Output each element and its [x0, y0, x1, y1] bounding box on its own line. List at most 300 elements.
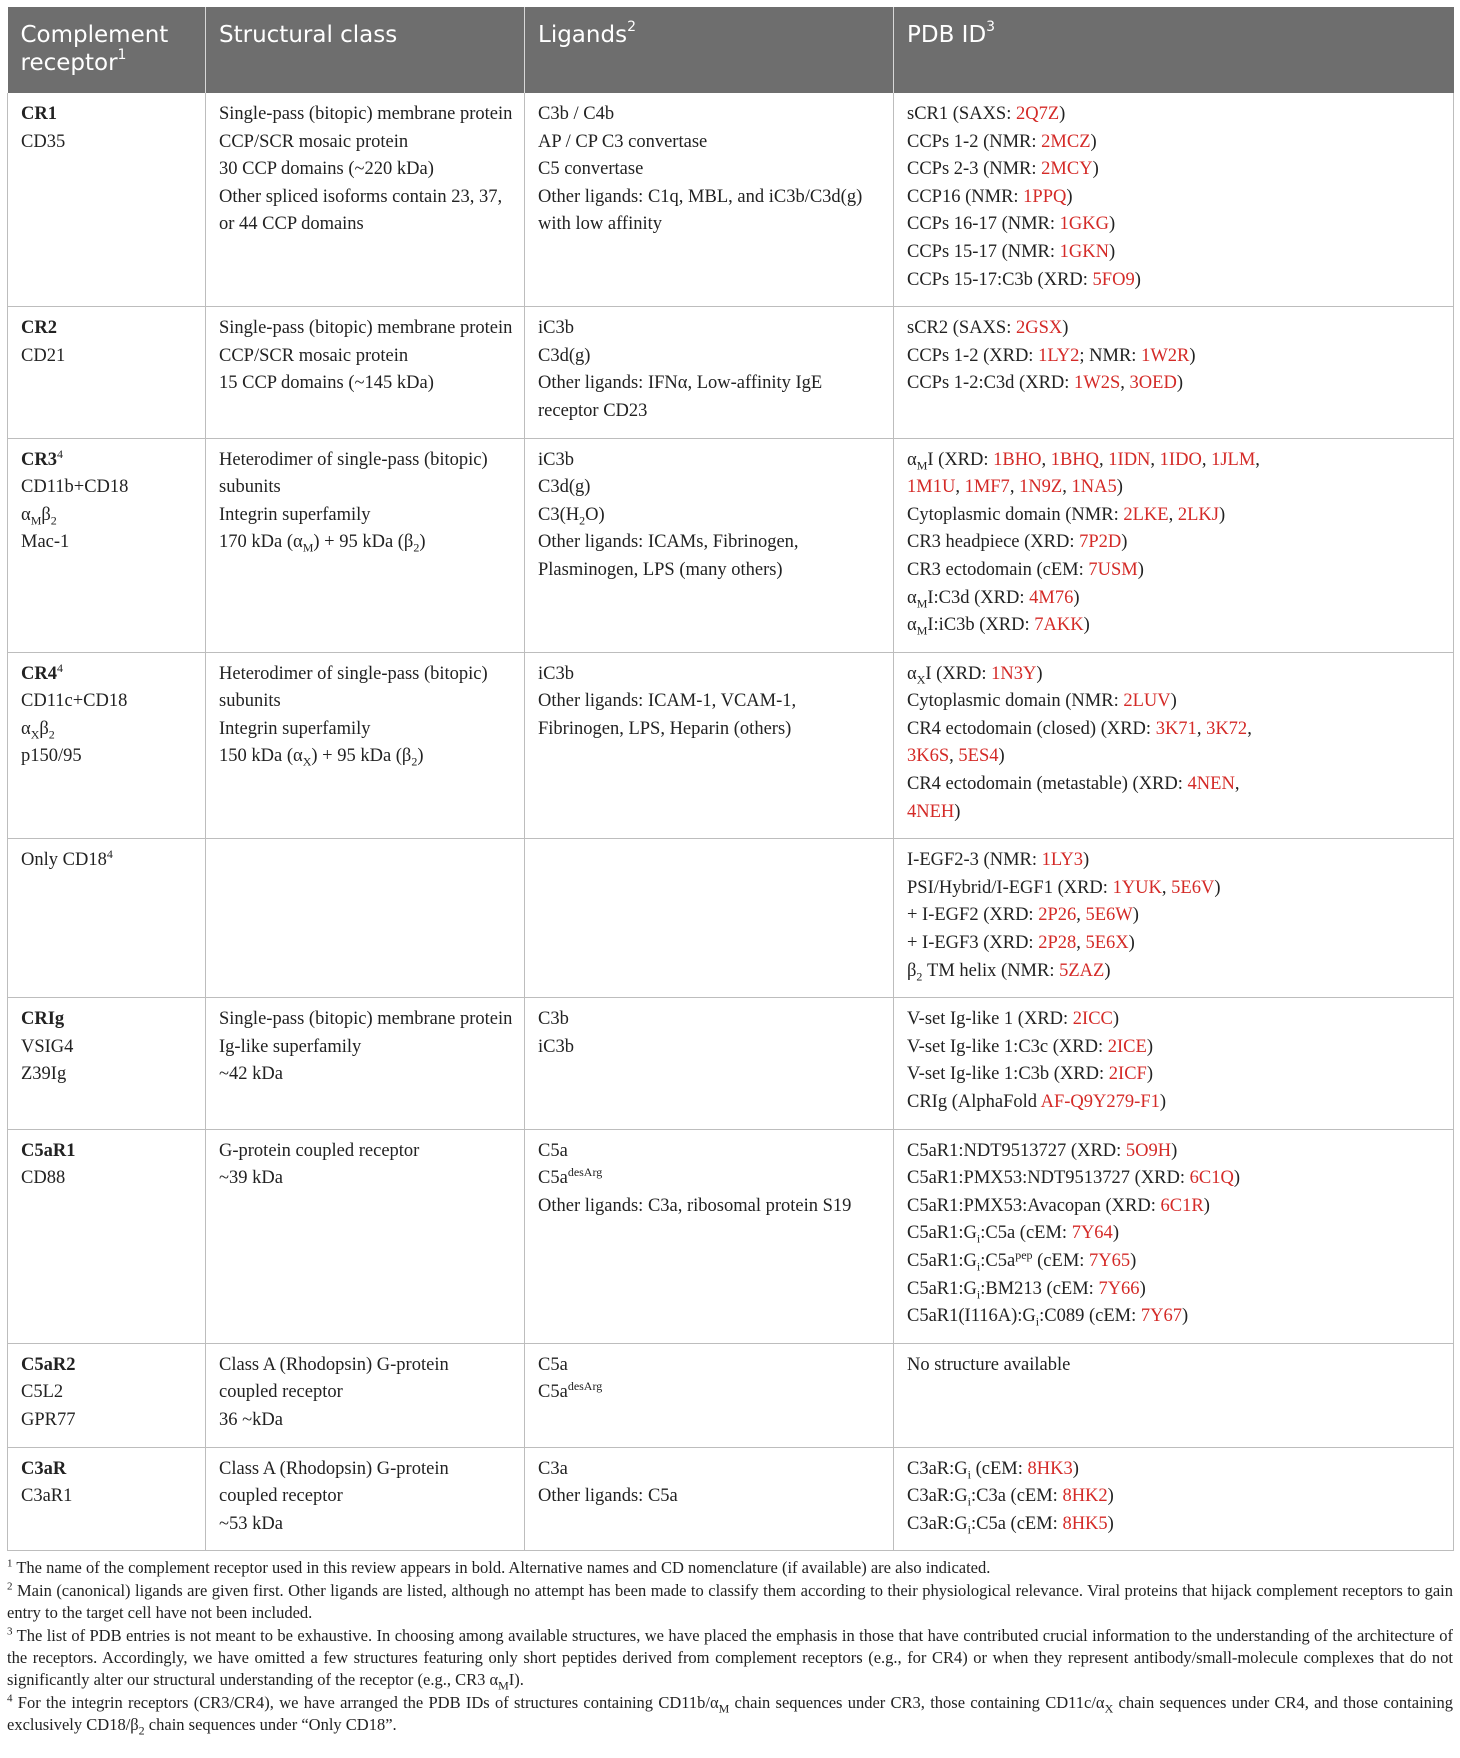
cell-ligands [525, 93, 894, 307]
pdb-id-link[interactable]: 2MCZ [1041, 131, 1091, 152]
cell-line [907, 211, 1441, 239]
text-segment: coupled receptor [219, 1382, 343, 1403]
text-segment: CR3 headpiece (XRD: [907, 532, 1080, 553]
subscript: M [30, 513, 42, 528]
cell-line [907, 447, 1441, 475]
cell-receptor [8, 839, 206, 998]
text-segment: I). [508, 1670, 524, 1690]
cell-line [219, 129, 512, 157]
text-segment: C3aR [21, 1458, 67, 1479]
pdb-id-link[interactable]: 7Y67 [1140, 1306, 1183, 1327]
cell-receptor [8, 307, 206, 438]
cell-line [219, 1165, 512, 1193]
cell-line [907, 847, 1441, 875]
text-segment: C5aR1:G [907, 1250, 977, 1271]
text-segment: I:C3d (XRD: [927, 587, 1030, 608]
cell-line [907, 771, 1441, 799]
text-segment: Cytoplasmic domain (NMR: [907, 691, 1124, 712]
text-segment: , [1234, 774, 1240, 795]
pdb-id-link[interactable]: 8HK3 [1027, 1458, 1073, 1479]
pdb-id-link[interactable]: 5E6V [1171, 877, 1215, 898]
text-segment: p150/95 [21, 746, 82, 767]
text-segment: , [1196, 718, 1207, 739]
pdb-id-link[interactable]: 1M1U [907, 477, 956, 498]
cell-structural-class [206, 438, 525, 652]
cell-line [907, 902, 1441, 930]
pdb-id-link[interactable]: 1YUK [1112, 877, 1162, 898]
pdb-id-link[interactable]: 7AKK [1034, 615, 1084, 636]
pdb-id-link[interactable]: 1W2S [1074, 373, 1121, 394]
cell-line [538, 661, 881, 689]
cell-line [21, 129, 193, 157]
pdb-id-link[interactable]: 1N9Z [1019, 477, 1063, 498]
cell-line [219, 1511, 512, 1539]
cell-line [907, 716, 1441, 744]
text-segment: ) [1130, 1250, 1137, 1271]
text-segment: Plasminogen, LPS (many others) [538, 559, 783, 580]
text-segment: C5aR1:G [907, 1278, 977, 1299]
text-segment: , [1150, 449, 1160, 470]
text-segment: β [41, 504, 51, 525]
cell-line [21, 1456, 193, 1484]
pdb-id-link[interactable]: 1GKG [1059, 214, 1109, 235]
cell-ligands [525, 839, 894, 998]
text-segment: Other ligands: C1q, MBL, and iC3b/C3d(g) [538, 186, 863, 207]
cell-line [538, 101, 881, 129]
text-segment: ) [1146, 1036, 1153, 1057]
cell-pdb-ids [894, 1343, 1454, 1447]
text-segment: Single-pass (bitopic) membrane protein [219, 104, 513, 124]
text-segment: CRIg (AlphaFold [907, 1092, 1041, 1112]
text-segment: C3b [538, 1009, 569, 1030]
cell-line [21, 1138, 193, 1166]
footnote-2 [7, 1580, 1453, 1624]
text-segment: ) [1170, 691, 1177, 712]
text-segment: Mac-1 [21, 532, 70, 553]
cell-line [21, 688, 193, 716]
text-segment: Integrin superfamily [219, 718, 371, 739]
text-segment: ) [1214, 877, 1221, 898]
cell-line [538, 1379, 881, 1407]
pdb-id-link[interactable]: 7USM [1088, 559, 1138, 580]
cell-line [538, 211, 881, 239]
text-segment: C3aR:G [907, 1513, 968, 1534]
cell-line [538, 1034, 881, 1062]
pdb-id-link[interactable]: 6C1Q [1189, 1168, 1234, 1189]
text-segment: C3aR1 [21, 1486, 73, 1507]
text-segment: 170 kDa (α [219, 532, 303, 553]
text-segment: ) [1082, 850, 1090, 871]
cell-line [21, 1407, 193, 1435]
text-segment: iC3b [538, 449, 574, 470]
cell-line [907, 1248, 1441, 1276]
pdb-id-link[interactable]: 1W2R [1141, 345, 1190, 366]
text-segment: α [907, 449, 917, 470]
cell-line [219, 184, 512, 212]
cell-pdb-ids [894, 307, 1454, 438]
cell-line [907, 1193, 1441, 1221]
cell-line [907, 239, 1441, 267]
cell-line [907, 1220, 1441, 1248]
cell-ligands [525, 1447, 894, 1551]
text-segment: Class A (Rhodopsin) G-protein [219, 1458, 449, 1479]
pdb-id-link[interactable]: 1MF7 [964, 477, 1010, 498]
cell-line [907, 156, 1441, 184]
text-segment: ) [1218, 504, 1226, 525]
superscript: 4 [56, 660, 63, 675]
cell-receptor [8, 998, 206, 1129]
text-segment: iC3b [538, 663, 574, 684]
superscript: desArg [567, 1379, 603, 1394]
text-segment: CR4 ectodomain (closed) (XRD: [907, 718, 1156, 739]
text-segment: subunits [219, 691, 281, 712]
pdb-id-link[interactable]: 8HK5 [1062, 1513, 1108, 1534]
cell-line [907, 799, 1441, 827]
text-segment: For the integrin receptors (CR3/CR4), we have arranged the PDB IDs of structures containing CD11b/α [12, 1693, 719, 1713]
text-segment: ) [1176, 373, 1183, 394]
cell-line [219, 529, 512, 557]
pdb-id-link[interactable]: 1BHQ [1050, 449, 1100, 470]
text-segment: Ig-like superfamily [219, 1036, 362, 1057]
pdb-id-link[interactable]: 3K71 [1155, 718, 1197, 739]
cell-line [219, 1061, 512, 1089]
pdb-id-link[interactable]: 6C1R [1160, 1195, 1204, 1216]
text-segment: ) [1109, 214, 1116, 235]
text-segment: C3b / C4b [538, 104, 615, 124]
cell-structural-class [206, 307, 525, 438]
subscript: X [1104, 1701, 1114, 1716]
subscript: i [967, 1522, 971, 1537]
text-segment: V-set Ig-like 1 (XRD: [907, 1009, 1073, 1030]
cell-line [907, 1089, 1441, 1117]
cell-line [219, 1483, 512, 1511]
text-segment: CRIg [21, 1009, 65, 1030]
text-segment: Other ligands: C5a [538, 1486, 678, 1507]
text-segment: C5aR1:PMX53:NDT9513727 (XRD: [907, 1168, 1190, 1189]
cell-line [538, 398, 881, 426]
text-segment: CR2 [21, 318, 57, 339]
text-segment: Other ligands: IFNα, Low-affinity IgE [538, 373, 823, 394]
text-segment: ) + 95 kDa (β [313, 532, 414, 553]
subscript: M [916, 458, 928, 473]
pdb-id-link[interactable]: 4NEN [1187, 774, 1235, 795]
text-segment: CCPs 2-3 (NMR: [907, 159, 1042, 180]
cell-line [907, 1483, 1441, 1511]
header-footnote-mark: 1 [117, 47, 127, 64]
text-segment: ) [1109, 241, 1116, 262]
pdb-id-link[interactable]: AF-Q9Y279-F1 [1040, 1092, 1160, 1112]
cell-line [219, 211, 512, 239]
text-segment: ) [1182, 1306, 1189, 1327]
header-structural-class [206, 7, 525, 93]
text-segment: CCPs 1-2:C3d (XRD: [907, 373, 1075, 394]
text-segment: C5aR1(I116A):G [907, 1306, 1036, 1327]
pdb-id-link[interactable]: 1N3Y [991, 663, 1037, 684]
text-segment: The list of PDB entries is not meant to be exhaustive. In choosing among available structures, we have placed the emphasis in those that have contributed crucial information to the understanding of the architecture of the receptors. Accordingly, we have omitted a few structures featuring only short peptides derived from complement receptors (e.g., for CR4) or when they represent antibody/small-molecule complexes that do not significantly alter our structural understanding of the receptor (e.g., CR3 α [7, 1626, 1453, 1690]
text-segment: Other ligands: ICAMs, Fibrinogen, [538, 532, 799, 553]
text-segment: C5L2 [21, 1382, 64, 1403]
text-segment: V-set Ig-like 1:C3b (XRD: [907, 1064, 1109, 1085]
text-segment: 30 CCP domains (~220 kDa) [219, 159, 434, 180]
cell-line [538, 156, 881, 184]
cell-line [21, 315, 193, 343]
text-segment: , [1247, 718, 1252, 739]
text-segment: β [39, 718, 49, 739]
pdb-id-link[interactable]: 2ICF [1108, 1064, 1147, 1085]
pdb-id-link[interactable]: 1JLM [1211, 449, 1256, 470]
pdb-id-link[interactable]: 7Y65 [1089, 1250, 1131, 1271]
cell-line [219, 743, 512, 771]
subscript: 2 [916, 969, 923, 984]
cell-pdb-ids [894, 1129, 1454, 1343]
pdb-id-link[interactable]: 7Y64 [1071, 1223, 1113, 1244]
cell-line [219, 1379, 512, 1407]
table-row [8, 1343, 1454, 1447]
cell-pdb-ids [894, 93, 1454, 307]
text-segment: Heterodimer of single-pass (bitopic) [219, 663, 488, 684]
pdb-id-link[interactable]: 2GSX [1015, 318, 1063, 339]
cell-line [21, 101, 193, 129]
text-segment: α [907, 663, 917, 684]
text-segment: CR3 ectodomain (cEM: [907, 559, 1089, 580]
pdb-id-link[interactable]: 2LKJ [1177, 504, 1219, 525]
cell-line [907, 343, 1441, 371]
text-segment: ) [1073, 587, 1080, 608]
text-segment: :C5a (cEM: [980, 1223, 1072, 1244]
text-segment: Other ligands: C3a, ribosomal protein S19 [538, 1195, 852, 1216]
text-segment: C5aR2 [21, 1354, 76, 1375]
pdb-id-link[interactable]: 2LUV [1123, 691, 1171, 712]
text-segment: Fibrinogen, LPS, Heparin (others) [538, 718, 792, 739]
text-segment: ~53 kDa [219, 1513, 283, 1534]
text-segment: ~39 kDa [219, 1168, 283, 1189]
text-segment: CCPs 1-2 (NMR: [907, 131, 1042, 152]
cell-line [538, 1138, 881, 1166]
cell-line [219, 1138, 512, 1166]
cell-line [219, 1006, 512, 1034]
cell-line [21, 1352, 193, 1380]
cell-structural-class [206, 93, 525, 307]
subscript: 2 [579, 513, 586, 528]
pdb-id-link[interactable]: 2P26 [1038, 905, 1077, 926]
text-segment: , [1076, 905, 1086, 926]
text-segment: 150 kDa (α [219, 746, 303, 767]
cell-line [538, 129, 881, 157]
text-segment: Only CD18 [21, 850, 107, 871]
pdb-id-link[interactable]: 1NA5 [1071, 477, 1117, 498]
cell-line [219, 1407, 512, 1435]
text-segment: CCPs 1-2 (XRD: [907, 345, 1039, 366]
pdb-id-link[interactable]: 1LY3 [1041, 850, 1083, 871]
text-segment: ) [419, 532, 426, 553]
text-segment: Heterodimer of single-pass (bitopic) [219, 449, 488, 470]
text-segment: sCR2 (SAXS: [907, 318, 1016, 339]
superscript: 3 [7, 1625, 13, 1638]
text-segment: (cEM: [970, 1458, 1028, 1479]
subscript: M [916, 623, 928, 638]
cell-line [21, 743, 193, 771]
pdb-id-link[interactable]: 5O9H [1125, 1140, 1172, 1161]
pdb-id-link[interactable]: 7Y66 [1098, 1278, 1140, 1299]
cell-ligands [525, 652, 894, 839]
subscript: i [967, 1467, 971, 1482]
text-segment: α [907, 587, 917, 608]
cell-line [219, 447, 512, 475]
pdb-id-link[interactable]: 7P2D [1079, 532, 1122, 553]
cell-line [21, 1061, 193, 1089]
cell-line [907, 743, 1441, 771]
pdb-id-link[interactable]: 3K72 [1206, 718, 1248, 739]
cell-line [219, 1034, 512, 1062]
text-segment: ) [1062, 318, 1069, 339]
pdb-id-link[interactable]: 2ICC [1072, 1009, 1113, 1030]
table-row [8, 998, 1454, 1129]
table-row [8, 839, 1454, 998]
cell-structural-class [206, 652, 525, 839]
text-segment: C3a [538, 1458, 568, 1479]
text-segment: α [21, 718, 31, 739]
pdb-id-link[interactable]: 5FO9 [1092, 269, 1135, 290]
cell-line [538, 447, 881, 475]
text-segment: O) [585, 504, 605, 525]
cell-line [538, 370, 881, 398]
text-segment: ) [1121, 532, 1128, 553]
cell-line [21, 716, 193, 744]
text-segment: CR4 ectodomain (metastable) (XRD: [907, 774, 1188, 795]
text-segment: I (XRD: [927, 449, 994, 470]
text-segment: receptor CD23 [538, 400, 648, 421]
cell-line [538, 1456, 881, 1484]
text-segment: CCPs 15-17:C3b (XRD: [907, 269, 1093, 290]
cell-structural-class [206, 1447, 525, 1551]
cell-pdb-ids [894, 998, 1454, 1129]
pdb-id-link[interactable]: 1IDN [1108, 449, 1151, 470]
cell-line [907, 585, 1441, 613]
text-segment: ) [1090, 131, 1097, 152]
text-segment: ) [1171, 1140, 1178, 1161]
cell-line [907, 315, 1441, 343]
pdb-id-link[interactable]: 2Q7Z [1015, 104, 1060, 124]
cell-line [219, 1456, 512, 1484]
text-segment: :C5a (cEM: [970, 1513, 1063, 1534]
pdb-id-link[interactable]: 1BHO [993, 449, 1042, 470]
text-segment: iC3b [538, 1036, 574, 1057]
pdb-id-link[interactable]: 1IDO [1159, 449, 1202, 470]
pdb-id-link[interactable]: 5E6X [1085, 933, 1129, 954]
text-segment: VSIG4 [21, 1036, 74, 1057]
cell-line [538, 315, 881, 343]
text-segment: C3(H [538, 504, 580, 525]
text-segment: ) [998, 746, 1005, 767]
pdb-id-link[interactable]: 4NEH [907, 801, 955, 822]
pdb-id-link[interactable]: 3OED [1129, 373, 1177, 394]
subscript: 2 [138, 1723, 145, 1738]
text-segment: ) [1116, 477, 1123, 498]
superscript: pep [1015, 1247, 1033, 1262]
text-segment: α [907, 615, 917, 636]
pdb-id-link[interactable]: 2ICE [1107, 1036, 1147, 1057]
cell-line [907, 1165, 1441, 1193]
text-segment: CCPs 16-17 (NMR: [907, 214, 1060, 235]
text-segment: C5aR1:PMX53:Avacopan (XRD: [907, 1195, 1161, 1216]
pdb-id-link[interactable]: 2P28 [1038, 933, 1077, 954]
text-segment: Single-pass (bitopic) membrane protein [219, 318, 513, 339]
text-segment: iC3b [538, 318, 574, 339]
text-segment: :BM213 (cEM: [980, 1278, 1099, 1299]
table-row [8, 1129, 1454, 1343]
pdb-id-link[interactable]: 5E6W [1085, 905, 1133, 926]
cell-receptor [8, 1129, 206, 1343]
text-segment: :C3a (cEM: [970, 1486, 1063, 1507]
cell-line [21, 1034, 193, 1062]
text-segment: C5a [538, 1168, 568, 1189]
pdb-id-link[interactable]: 5ES4 [958, 746, 999, 767]
text-segment: ) [1107, 1486, 1114, 1507]
pdb-id-link[interactable]: 4M76 [1029, 587, 1074, 608]
header-ligands [525, 7, 894, 93]
text-segment: chain sequences under CR3, those containing CD11c/α [729, 1693, 1105, 1713]
text-segment: , [1161, 877, 1172, 898]
pdb-id-link[interactable]: 1LY2 [1038, 345, 1080, 366]
cell-line [21, 661, 193, 689]
pdb-id-link[interactable]: 2LKE [1123, 504, 1169, 525]
cell-line [219, 101, 512, 129]
cell-pdb-ids [894, 438, 1454, 652]
pdb-id-link[interactable]: 5ZAZ [1059, 960, 1105, 981]
text-segment: CCP/SCR mosaic protein [219, 345, 409, 366]
subscript: 2 [411, 755, 418, 770]
text-segment: C3d(g) [538, 477, 591, 498]
subscript: X [30, 727, 40, 742]
text-segment: C5a [538, 1140, 568, 1161]
cell-line [907, 1034, 1441, 1062]
table-row [8, 652, 1454, 839]
text-segment: ) [1128, 933, 1135, 954]
cell-line [907, 101, 1441, 129]
header-pdb-id [894, 7, 1454, 93]
text-segment: C5a [538, 1382, 568, 1403]
text-segment: CCPs 15-17 (NMR: [907, 241, 1060, 262]
subscript: X [916, 672, 926, 687]
text-segment: ) [1104, 960, 1111, 981]
cell-receptor [8, 652, 206, 839]
text-segment: CD35 [21, 131, 66, 152]
table-body [8, 93, 1454, 1551]
text-segment: 15 CCP domains (~145 kDa) [219, 373, 434, 394]
text-segment: with low affinity [538, 214, 663, 235]
cell-line [538, 716, 881, 744]
pdb-id-link[interactable]: 3K6S [907, 746, 950, 767]
cell-line [907, 267, 1441, 295]
pdb-id-link[interactable]: 1PPQ [1023, 186, 1067, 207]
text-segment: The name of the complement receptor used in this review appears in bold. Alternative names and CD nomenclature (if available) are also indicated. [12, 1558, 991, 1578]
pdb-id-link[interactable]: 1GKN [1059, 241, 1109, 262]
cell-line [907, 1276, 1441, 1304]
text-segment: ) [1066, 186, 1073, 207]
footnote-4 [7, 1692, 1453, 1736]
cell-line [907, 1511, 1441, 1539]
text-segment: ) [1189, 345, 1196, 366]
text-segment: Other ligands: ICAM-1, VCAM-1, [538, 691, 797, 712]
text-segment: ) [1132, 905, 1139, 926]
cell-line [538, 1352, 881, 1380]
pdb-id-link[interactable]: 8HK2 [1062, 1486, 1108, 1507]
pdb-id-link[interactable]: 2MCY [1041, 159, 1093, 180]
text-segment: ) [1036, 663, 1043, 684]
text-segment: 36 ~kDa [219, 1409, 283, 1430]
text-segment: chain sequences under “Only CD18”. [144, 1715, 397, 1735]
footnote-3 [7, 1625, 1453, 1691]
